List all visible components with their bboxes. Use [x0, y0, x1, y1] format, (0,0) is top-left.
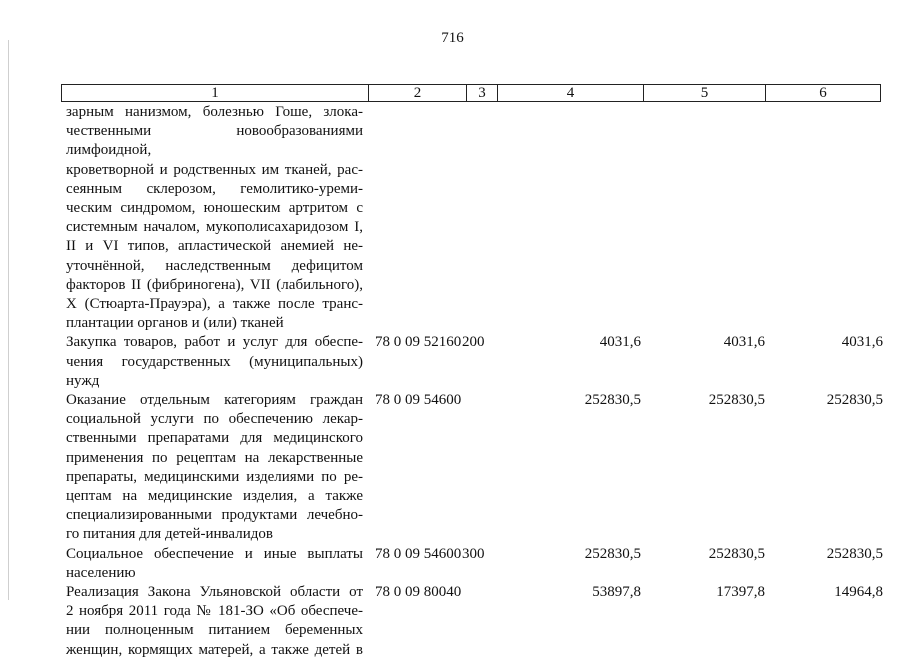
column-header-5: 5 — [644, 85, 766, 101]
row-value-5: 252830,5 — [708, 545, 765, 562]
row-code: 78 0 09 80040 — [375, 584, 462, 601]
table-row — [66, 333, 883, 391]
row-description: Реализация Закона Ульяновской области от 2 ноября 2011 года № 181-ЗО «Об обеспече- нии полноценным питанием беременных женщин, кормящих матерей, а также детей в — [66, 584, 363, 658]
table-row — [66, 545, 883, 583]
row-description: зарным нанизмом, болезнью Гоше, злока- чественными новообразованиями лимфоидной, кроветворной и родственных им тканей, рас- сеянным склерозом, гемолитико-уреми- ческим синдромом, юношеским артритом с системным началом, мукополисахаридозом I, II и VI типов, апластической анемией не- уточнённой, наследственным дефицитом факторов II (фибриногена), VII (лабильного), X (Стюарта-Прауэра), а также после транс- плантации органов и (или) тканей — [66, 104, 363, 332]
row-type: 200 — [462, 334, 485, 351]
row-value-4: 53897,8 — [592, 584, 641, 601]
column-header-row — [61, 84, 881, 102]
row-value-6: 14964,8 — [834, 584, 883, 601]
row-type: 300 — [462, 545, 485, 562]
column-header-2: 2 — [369, 85, 467, 101]
row-value-5: 17397,8 — [716, 584, 765, 601]
row-value-4: 252830,5 — [584, 392, 641, 409]
row-value-6: 4031,6 — [841, 334, 883, 351]
table-row — [66, 391, 883, 545]
row-description: Социальное обеспечение и иные выплаты населению — [66, 545, 363, 581]
table-row — [66, 583, 883, 660]
row-value-5: 252830,5 — [708, 392, 765, 409]
column-header-3: 3 — [467, 85, 498, 101]
row-value-5: 4031,6 — [723, 334, 765, 351]
row-code: 78 0 09 54600 — [375, 392, 462, 409]
row-description: Закупка товаров, работ и услуг для обеспе- чения государственных (муниципальных) нужд — [66, 334, 363, 389]
row-value-6: 252830,5 — [826, 545, 883, 562]
row-description: Оказание отдельным категориям граждан социальной услуги по обеспечению лекар- ственными препаратами для медицинского применения по рецептам на лекарственные препараты, медицинскими изделиями по ре- цептам на медицинские изделия, а также специализированными продуктами лечебно- го питания для детей-инвалидов — [66, 392, 363, 543]
row-value-6: 252830,5 — [826, 392, 883, 409]
column-header-1: 1 — [62, 85, 369, 101]
column-header-4: 4 — [498, 85, 644, 101]
row-value-4: 252830,5 — [584, 545, 641, 562]
row-code: 78 0 09 54600 — [375, 545, 462, 562]
row-code: 78 0 09 52160 — [375, 334, 462, 351]
column-header-6: 6 — [819, 85, 827, 101]
row-value-4: 4031,6 — [599, 334, 641, 351]
table-row — [66, 103, 883, 333]
scan-edge-left — [8, 40, 9, 600]
page-number: 716 — [441, 30, 464, 46]
table-body — [66, 103, 883, 660]
